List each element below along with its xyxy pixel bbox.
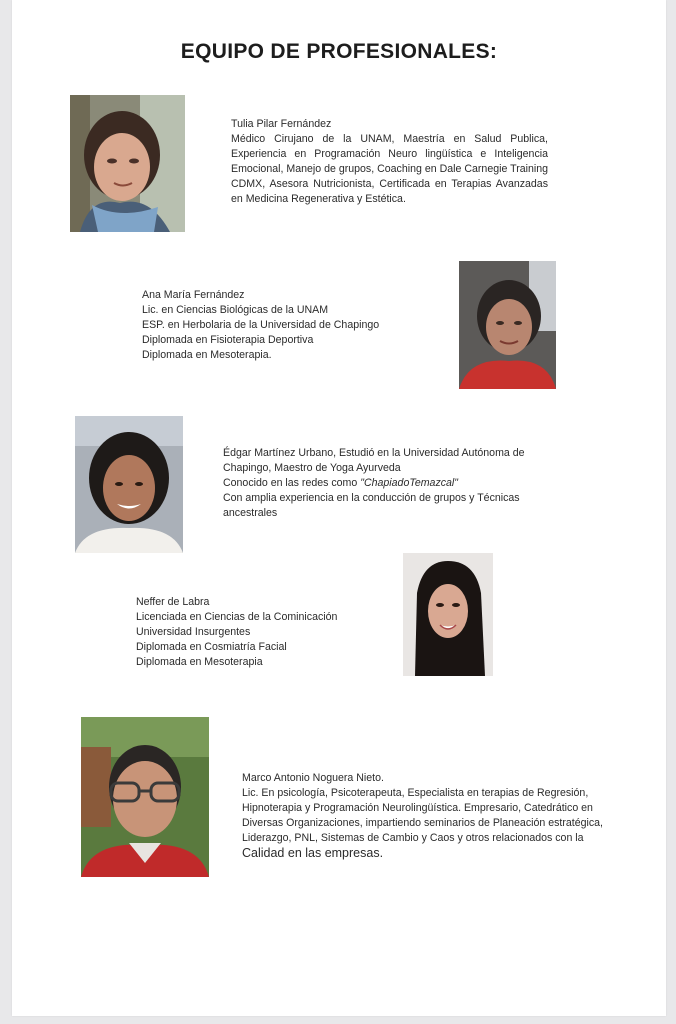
member-photo-tulia [70, 95, 185, 232]
member-photo-ana [459, 261, 556, 389]
member-line: ESP. en Herbolaria de la Universidad de Chapingo [142, 319, 380, 331]
member-line: Con amplia experiencia en la conducción de grupos y Técnicas ancestrales [223, 492, 520, 519]
member-line: Diplomada en Cosmiatría Facial [136, 641, 287, 653]
member-photo-edgar [75, 416, 183, 553]
member-bio-marco [242, 771, 612, 862]
member-description-highlight: Calidad en las empresas. [242, 846, 384, 860]
member-name: Marco Antonio Noguera Nieto. [242, 772, 384, 784]
member-line: Lic. en Ciencias Biológicas de la UNAM [142, 304, 329, 316]
member-social-line [223, 476, 568, 491]
portrait-image [75, 416, 183, 553]
member-description: Édgar Martínez Urbano, Estudió en la Universidad Autónoma de Chapingo, Maestro de Yoga Ayurveda [223, 447, 525, 474]
portrait-image [81, 717, 209, 877]
member-line: Universidad Insurgentes [136, 626, 251, 638]
member-bio-tulia [231, 117, 548, 207]
member-bio-edgar [223, 446, 568, 521]
portrait-image [70, 95, 185, 232]
member-description-main: Lic. En psicología, Psicoterapeuta, Especialista en terapias de Regresión, Hipnoterapia y Programación Neurolingüística. Empresario, Catedrático en Diversas Organizaciones, impartiendo seminarios de Planeación estratégica, Liderazgo, PNL, Sistemas de Cambio y Caos y otros relacionados con la [242, 787, 603, 844]
member-bio-ana [142, 288, 442, 363]
member-name: Neffer de Labra [136, 596, 210, 608]
social-prefix: Conocido en las redes como [223, 477, 361, 489]
member-name: Tulia Pilar Fernández [231, 118, 332, 130]
social-handle: "ChapiadoTemazcal" [360, 477, 459, 489]
member-photo-neffer [403, 553, 493, 676]
member-name: Ana María Fernández [142, 289, 245, 301]
member-line: Diplomada en Mesoterapia. [142, 349, 272, 361]
portrait-image [459, 261, 556, 389]
member-bio-neffer [136, 595, 396, 670]
member-photo-marco [81, 717, 209, 877]
document-page [12, 0, 666, 1016]
member-line: Licenciada en Ciencias de la Cominicación [136, 611, 338, 623]
member-line: Diplomada en Fisioterapia Deportiva [142, 334, 314, 346]
portrait-image [403, 553, 493, 676]
page-title: EQUIPO DE PROFESIONALES: [180, 40, 498, 63]
member-description [242, 786, 612, 862]
member-line: Diplomada en Mesoterapia [136, 656, 263, 668]
member-description: Médico Cirujano de la UNAM, Maestría en Salud Publica, Experiencia en Programación Neuro lingüística e Inteligencia Emocional, Manejo de grupos, Coaching en Dale Carnegie Training CDMX, Asesora Nutricionista, Certificada en Terapias Avanzadas en Medicina Regenerativa y Estética. [231, 133, 548, 205]
